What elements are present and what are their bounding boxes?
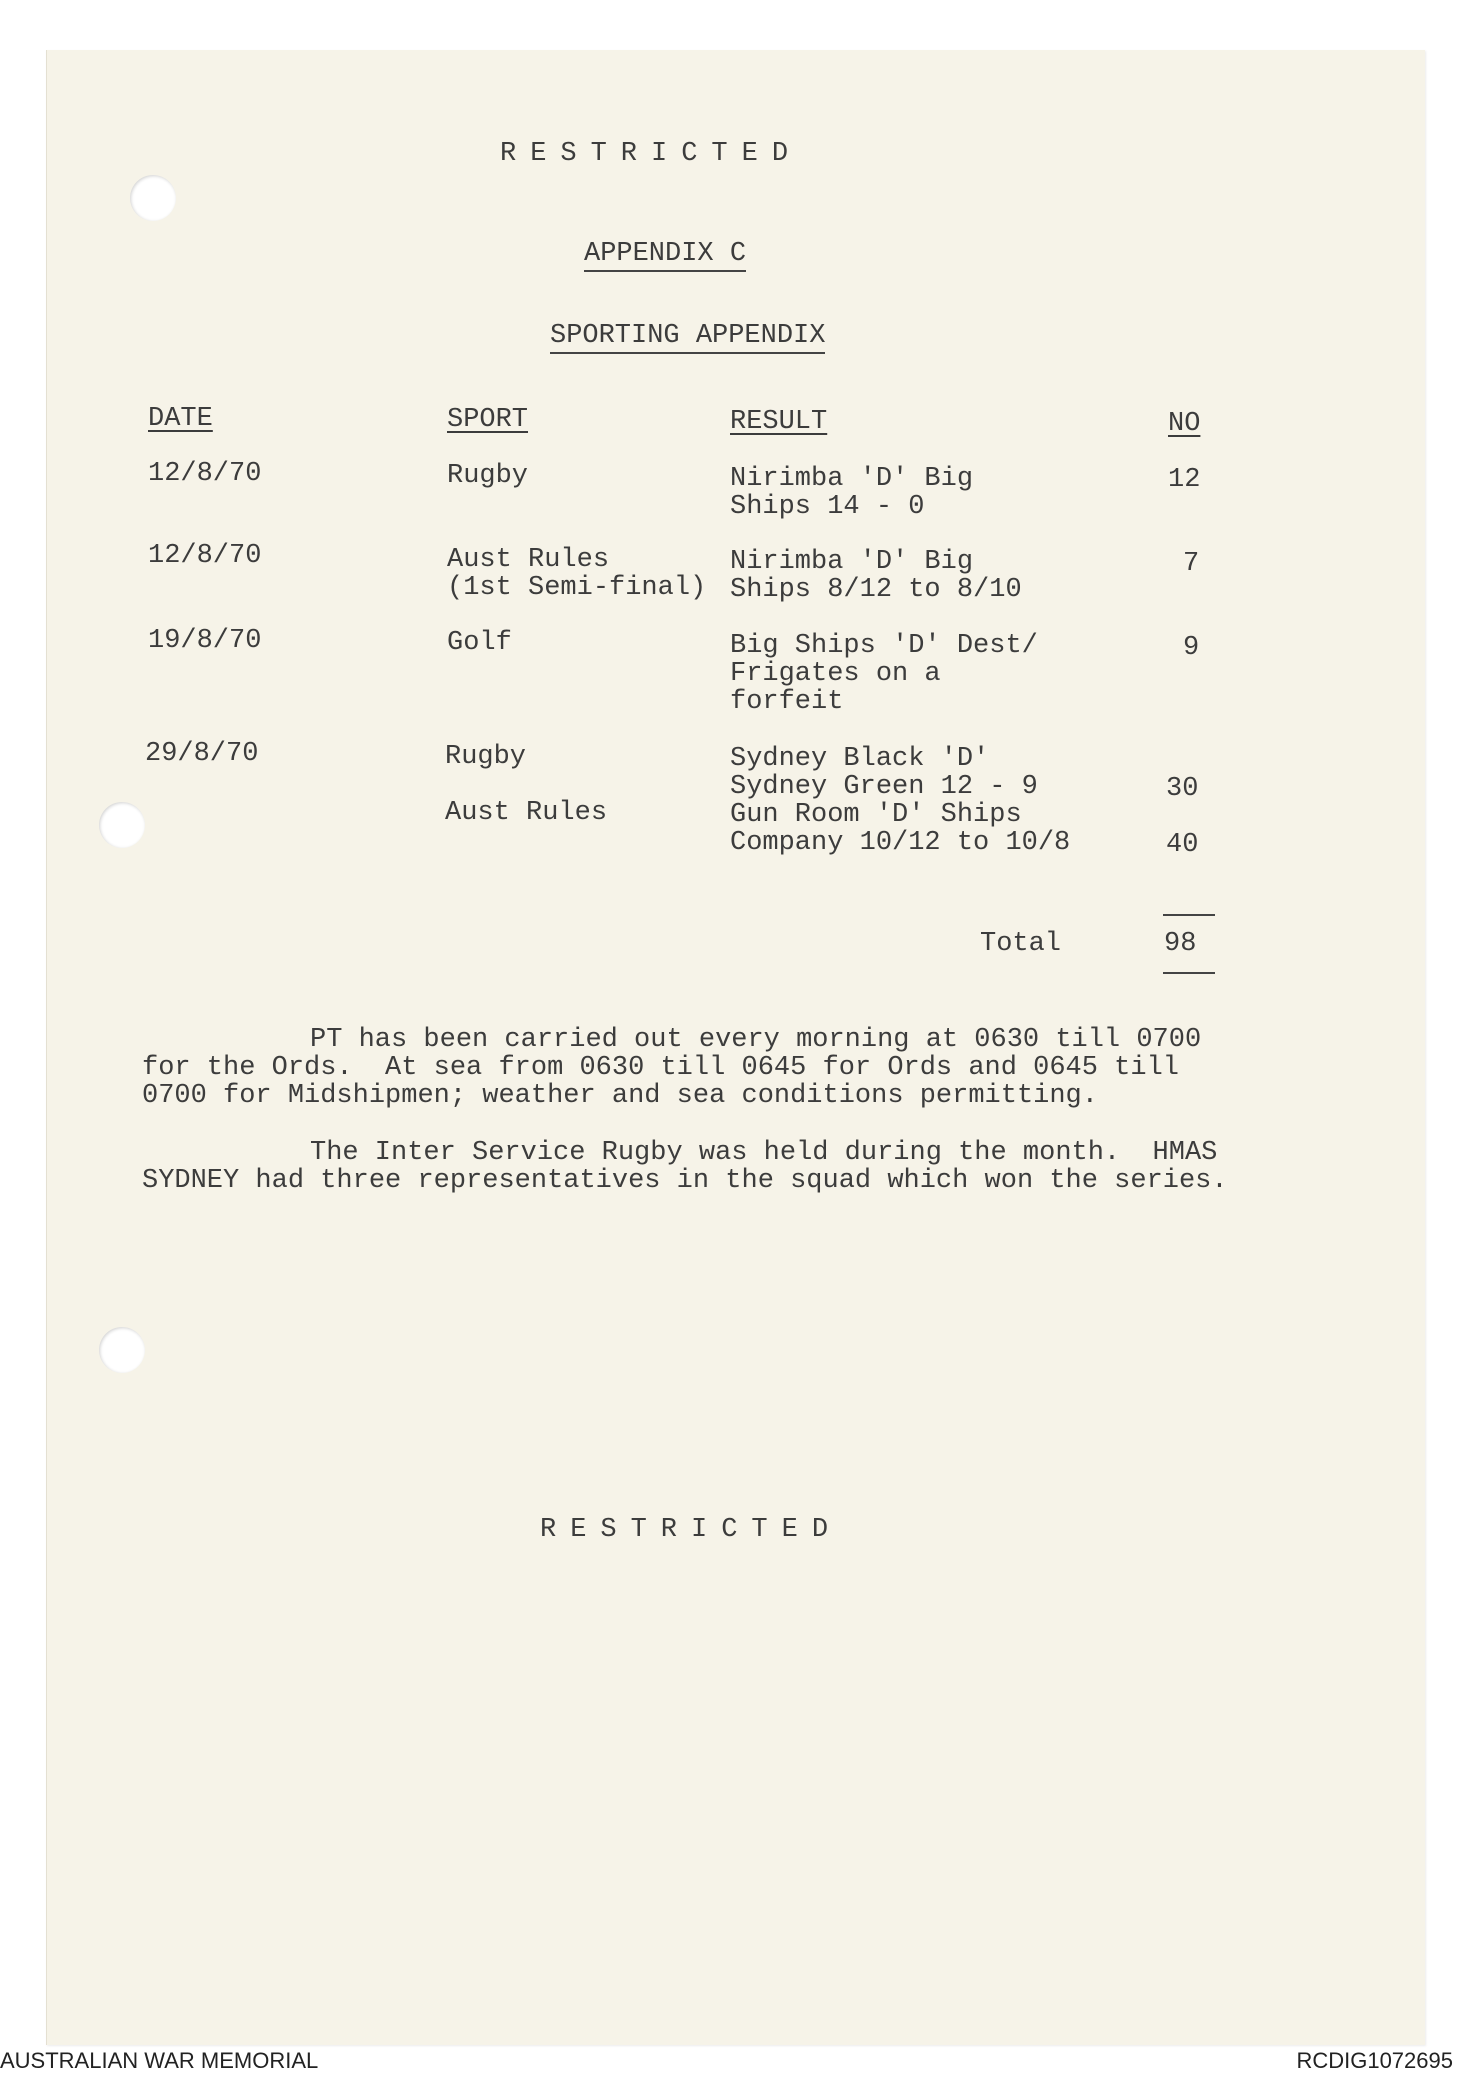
page-title: SPORTING APPENDIX <box>550 322 825 354</box>
column-header-no: NO <box>1168 409 1201 439</box>
table-cell-no: 9 <box>1183 633 1200 663</box>
punch-hole <box>99 802 145 848</box>
table-cell-date: 19/8/70 <box>148 626 262 656</box>
table-cell-result: Nirimba 'D' Big <box>730 547 974 577</box>
table-cell-result: Gun Room 'D' Ships <box>730 800 1022 830</box>
archive-footer-right: RCDIG1072695 <box>1296 2048 1453 2073</box>
total-rule-top <box>1163 914 1215 916</box>
table-cell-result: Ships 14 - 0 <box>730 492 925 522</box>
table-cell-sport: (1st Semi-final) <box>447 573 707 603</box>
table-cell-result: Big Ships 'D' Dest/ <box>730 631 1038 661</box>
classification-footer: RESTRICTED <box>540 1515 843 1545</box>
table-cell-date: 12/8/70 <box>148 459 262 489</box>
total-label: Total <box>980 929 1062 959</box>
table-cell-result: Sydney Black 'D' <box>730 744 990 774</box>
column-header-date: DATE <box>148 404 213 434</box>
table-cell-no: 7 <box>1183 549 1200 579</box>
table-cell-sport: Rugby <box>447 461 529 491</box>
table-cell-sport: Aust Rules <box>447 545 610 575</box>
paragraph-line: 0700 for Midshipmen; weather and sea conditions permitting. <box>142 1081 1098 1111</box>
punch-hole <box>130 175 176 221</box>
table-cell-sport: Aust Rules <box>445 798 608 828</box>
table-cell-no: 40 <box>1166 830 1199 860</box>
column-header-sport: SPORT <box>447 405 529 435</box>
table-cell-sport: Rugby <box>445 742 527 772</box>
table-cell-result: Ships 8/12 to 8/10 <box>730 575 1022 605</box>
appendix-label: APPENDIX C <box>584 240 746 272</box>
table-cell-sport: Golf <box>447 628 512 658</box>
table-cell-result: Nirimba 'D' Big <box>730 464 974 494</box>
paragraph-line: for the Ords. At sea from 0630 till 0645 for Ords and 0645 till <box>142 1053 1179 1083</box>
total-rule-bottom <box>1163 972 1215 974</box>
table-cell-result: Frigates on a <box>730 659 941 689</box>
table-cell-no: 12 <box>1168 465 1201 495</box>
table-cell-date: 29/8/70 <box>145 739 259 769</box>
classification-header: RESTRICTED <box>500 139 803 169</box>
table-cell-result: forfeit <box>730 687 844 717</box>
archive-footer-left: AUSTRALIAN WAR MEMORIAL <box>0 2048 319 2073</box>
table-cell-date: 12/8/70 <box>148 541 262 571</box>
punch-hole <box>99 1327 145 1373</box>
table-cell-no: 30 <box>1166 774 1199 804</box>
total-value: 98 <box>1164 929 1197 959</box>
table-cell-result: Company 10/12 to 10/8 <box>730 828 1071 858</box>
paragraph-line: SYDNEY had three representatives in the squad which won the series. <box>142 1166 1228 1196</box>
column-header-result: RESULT <box>730 407 828 437</box>
paragraph-line: The Inter Service Rugby was held during the month. HMAS <box>310 1138 1218 1168</box>
paragraph-line: PT has been carried out every morning at 0630 till 0700 <box>310 1025 1202 1055</box>
table-cell-result: Sydney Green 12 - 9 <box>730 772 1038 802</box>
